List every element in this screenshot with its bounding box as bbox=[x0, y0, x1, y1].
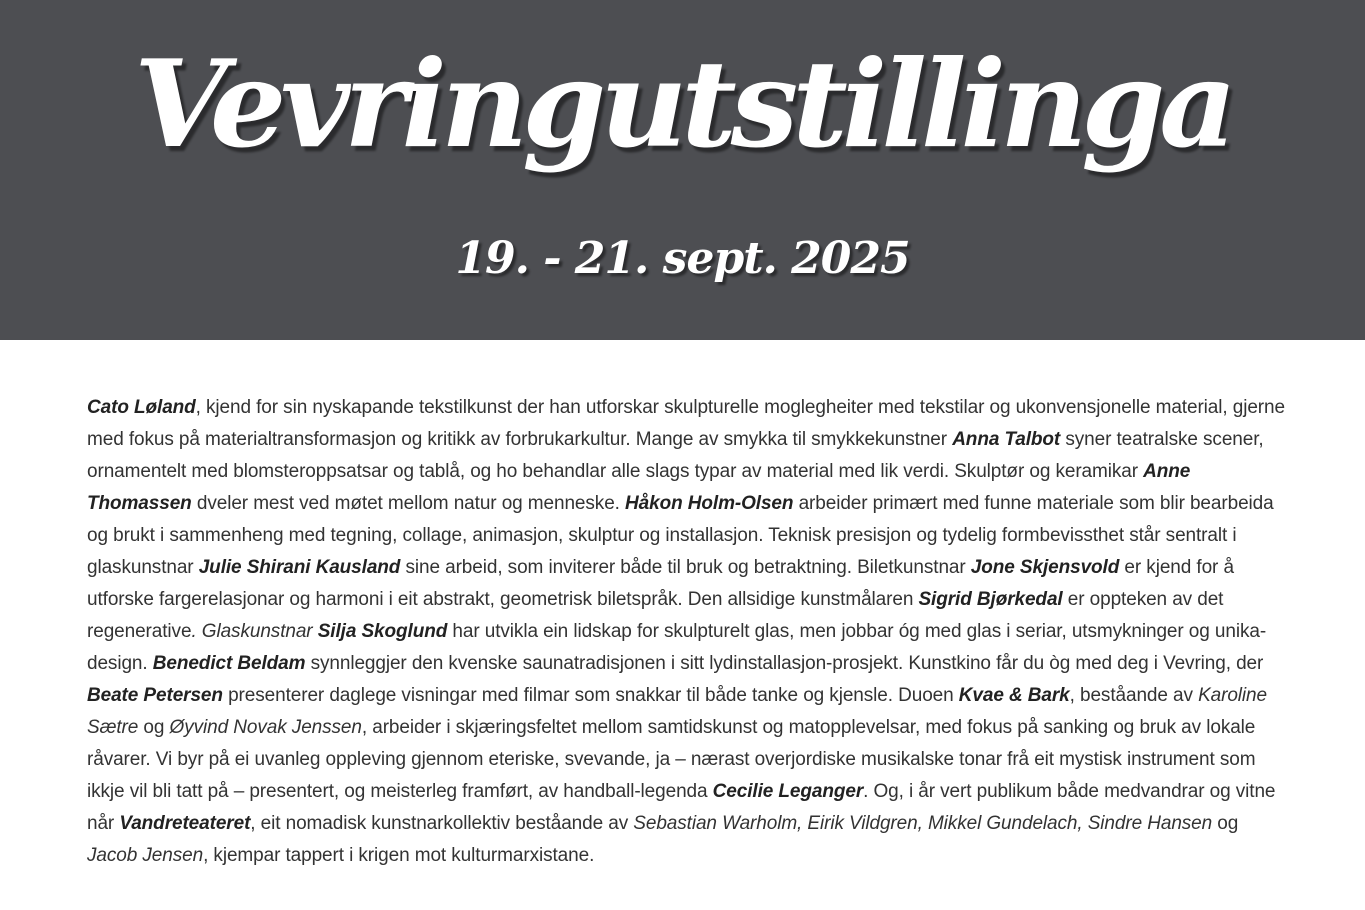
artist-name: Julie Shirani Kausland bbox=[198, 557, 401, 578]
paragraph-text: dveler mest ved møtet mellom natur og menneske. bbox=[191, 493, 626, 514]
paragraph-text: arbeider primært med funne materiale som blir bearbeida og brukt i sammenheng med tegning, collage, animasjon, skulptur og installasjon. Teknisk presisjon og tydelig formbevissthet står sentralt i glaskunstnar bbox=[87, 493, 1274, 578]
paragraph-text: og bbox=[1212, 813, 1239, 834]
paragraph-text: , kjempar tappert i krigen mot kulturmarxistane. bbox=[203, 845, 595, 866]
italic-text: . Glaskunstnar bbox=[191, 621, 318, 642]
paragraph-text: , eit nomadisk kunstnarkollektiv beståande av bbox=[250, 813, 634, 834]
paragraph-text: presenterer daglege visningar med filmar som snakkar til både tanke og kjensle. Duoen bbox=[222, 685, 959, 706]
artist-name: Beate Petersen bbox=[87, 685, 223, 706]
artist-name: Sigrid Bjørkedal bbox=[918, 589, 1063, 610]
paragraph-text: er oppteken av det regenerative bbox=[87, 589, 1224, 642]
artist-name: Vandreteateret bbox=[119, 813, 251, 834]
paragraph-text: har utvikla ein lidskap for skulpturelt glas, men jobbar óg med glas i seriar, utsmykninger og unika-design. bbox=[87, 621, 1267, 674]
paragraph-text: er kjend for å utforske fargerelasjonar og harmoni i eit abstrakt, geometrisk biletspråk. Den allsidige kunstmålaren bbox=[87, 557, 1234, 610]
italic-text: Jacob Jensen bbox=[87, 845, 204, 866]
artist-name: Anne Thomassen bbox=[87, 461, 1191, 514]
paragraph-text: syner teatralske scener, ornamentelt med blomsteroppsatsar og tablå, og ho behandlar alle slags typar av material med lik verdi. Skulptør og keramikar bbox=[87, 429, 1264, 482]
paragraph-text: og bbox=[138, 717, 170, 738]
artist-name: Anna Talbot bbox=[952, 429, 1061, 450]
event-dates: 19. - 21. sept. 2025 bbox=[455, 233, 910, 284]
paragraph-text: synnleggjer den kvenske saunatradisjonen i sitt lydinstallasjon-prosjekt. Kunstkino får du òg med deg i Vevring, der bbox=[305, 653, 1264, 674]
artist-name: Håkon Holm-Olsen bbox=[625, 493, 794, 514]
artist-name: Jone Skjensvold bbox=[970, 557, 1120, 578]
article-paragraph bbox=[87, 392, 1292, 872]
hero-banner bbox=[0, 0, 1365, 340]
artist-name: Silja Skoglund bbox=[317, 621, 448, 642]
paragraph-text: sine arbeid, som inviterer både til bruk og betraktning. Biletkunstnar bbox=[400, 557, 971, 578]
italic-text: Sebastian Warholm, Eirik Vildgren, Mikkel Gundelach, Sindre Hansen bbox=[633, 813, 1213, 834]
paragraph-text: , arbeider i skjæringsfeltet mellom samtidskunst og matopplevelsar, med fokus på sanking og bruk av lokale råvarer. Vi byr på ei uvanleg oppleving gjennom eteriske, svevande, ja – nærast overjordiske musikalske tonar frå eit mystisk instrument som ikkje vil bli tatt på – presentert, og meisterleg framført, av handball-legenda bbox=[87, 717, 1256, 802]
paragraph-text: , kjend for sin nyskapande tekstilkunst der han utforskar skulpturelle moglegheiter med tekstilar og ukonvensjonelle material, gjerne med fokus på materialtransformasjon og kritikk av forbrukarkultur. Mange av smykka til smykkekunstner bbox=[87, 397, 1285, 450]
italic-text: Karoline Sætre bbox=[87, 685, 1267, 738]
artist-name: Cato Løland bbox=[87, 397, 196, 418]
artist-name: Benedict Beldam bbox=[152, 653, 306, 674]
artist-name: Kvae & Bark bbox=[958, 685, 1070, 706]
paragraph-text: . Og, i år vert publikum både medvandrar og vitne når bbox=[87, 781, 1276, 834]
page-title: Vevringutstillinga bbox=[133, 34, 1232, 175]
artist-name: Cecilie Leganger bbox=[712, 781, 864, 802]
italic-text: Øyvind Novak Jenssen bbox=[169, 717, 362, 738]
paragraph-text: , beståande av bbox=[1069, 685, 1199, 706]
